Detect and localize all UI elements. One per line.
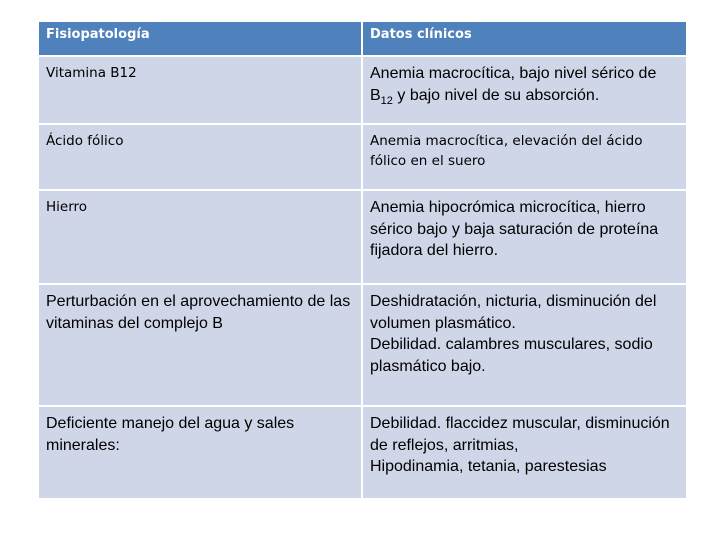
cell-text: Anemia macrocítica, bajo nivel sérico de B — [370, 65, 657, 104]
subscript: 12 — [380, 94, 393, 107]
cell-fisiopatologia: Hierro — [38, 190, 362, 284]
table-row — [38, 190, 687, 284]
cell-datos-clinicos — [362, 56, 687, 124]
cell-line: Deshidratación, nicturia, disminución del volumen plasmático. — [370, 293, 657, 332]
header-fisiopatologia: Fisiopatología — [38, 21, 362, 56]
header-row — [38, 21, 687, 56]
cell-datos-clinicos: Anemia hipocrómica microcítica, hierro sérico bajo y baja saturación de proteína fijadora del hierro. — [362, 190, 687, 284]
cell-datos-clinicos — [362, 284, 687, 406]
cell-line: Hipodinamia, tetania, parestesias — [370, 458, 607, 475]
cell-fisiopatologia: Deficiente manejo del agua y sales minerales: — [38, 406, 362, 499]
pathophysiology-table — [37, 20, 688, 500]
cell-line: Debilidad. calambres musculares, sodio plasmático bajo. — [370, 336, 653, 375]
header-datos-clinicos: Datos clínicos — [362, 21, 687, 56]
cell-text: y bajo nivel de su absorción. — [392, 86, 600, 104]
cell-fisiopatologia: Perturbación en el aprovechamiento de las vitaminas del complejo B — [38, 284, 362, 406]
table-row — [38, 124, 687, 190]
cell-line: Debilidad. flaccidez muscular, disminución de reflejos, arritmias, — [370, 415, 670, 454]
cell-fisiopatologia: Ácido fólico — [38, 124, 362, 190]
table-row — [38, 406, 687, 499]
table-row — [38, 284, 687, 406]
cell-datos-clinicos: Anemia macrocítica, elevación del ácido fólico en el suero — [362, 124, 687, 190]
cell-datos-clinicos — [362, 406, 687, 499]
cell-fisiopatologia: Vitamina B12 — [38, 56, 362, 124]
table-row — [38, 56, 687, 124]
